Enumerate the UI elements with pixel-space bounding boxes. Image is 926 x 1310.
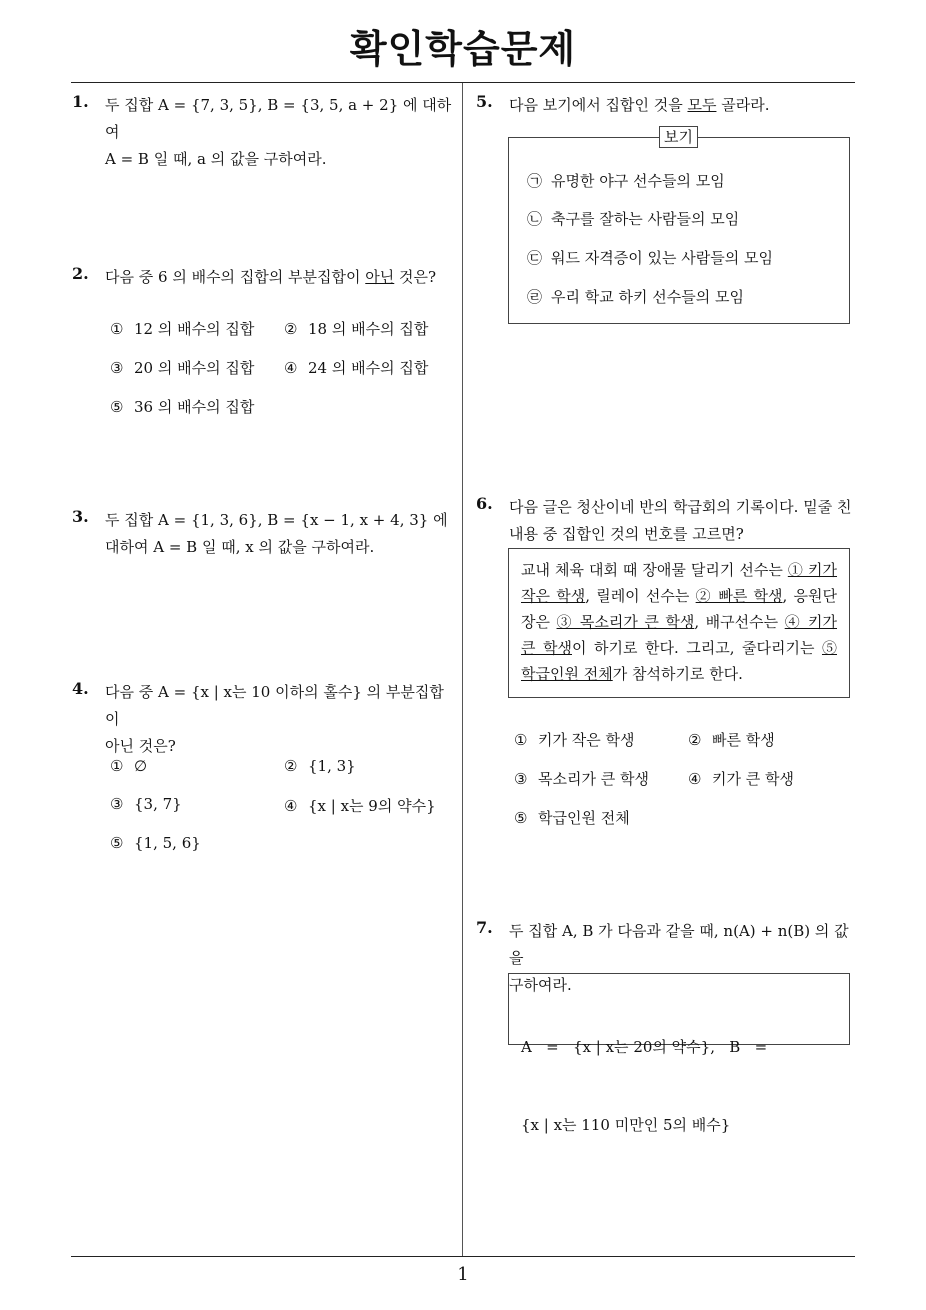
choice-5[interactable]: ⑤ 학급인원 전체 (514, 809, 630, 827)
choice-2[interactable]: ② 빠른 학생 (688, 731, 775, 749)
question-line: 두 집합 A = {1, 3, 6}, B = {x − 1, x + 4, 3} 에 (105, 511, 448, 529)
passage-box (508, 548, 850, 698)
question-line: 구하여라. (509, 976, 572, 994)
question-text-part: 것은? (394, 268, 437, 286)
question-text-part: 골라라. (716, 96, 770, 114)
question-number: 5. (476, 92, 493, 111)
bottom-rule (71, 1256, 855, 1257)
question-4 (72, 679, 457, 869)
set-definition-line: A = {x | x는 20의 약수}, B = (521, 1038, 768, 1056)
question-text (105, 679, 457, 760)
choice-4[interactable]: ④ 24 의 배수의 집합 (284, 359, 429, 377)
underlined-phrase: ② 빠른 학생 (695, 587, 783, 605)
question-text (105, 92, 457, 173)
question-line: 내용 중 집합인 것의 번호를 고르면? (509, 525, 744, 543)
choice-3[interactable]: ③ 목소리가 큰 학생 (514, 770, 649, 788)
question-line: 다음 중 A = {x | x는 10 이하의 홀수} 의 부분집합이 (105, 683, 444, 728)
underlined-phrase: ③ 목소리가 큰 학생 (556, 613, 695, 631)
example-item: ㉠ 유명한 야구 선수들의 모임 (527, 172, 725, 190)
question-number: 3. (72, 507, 89, 526)
example-box-label: 보기 (659, 126, 698, 148)
question-5 (476, 92, 861, 327)
question-line: 두 집합 A, B 가 다음과 같을 때, n(A) + n(B) 의 값을 (509, 922, 849, 967)
passage-text: 교내 체육 대회 때 장애물 달리기 선수는 ① 키가 작은 학생, 릴레이 선수는 ② 빠른 학생, 응원단장은 ③ 목소리가 큰 학생, 배구선수는 ④ 키가 큰 학생이 하기로 한다. 그리고, 줄다리기는 ⑤ 학급인원 전체가 참석하기로 한다. (521, 561, 838, 683)
choice-2[interactable]: ② {1, 3} (284, 757, 356, 775)
question-line: A = B 일 때, a 의 값을 구하여라. (105, 150, 327, 168)
underlined-word: 모두 (687, 96, 717, 114)
choice-1[interactable]: ① 12 의 배수의 집합 (110, 320, 255, 338)
example-box (508, 128, 850, 324)
set-definition-box (508, 973, 850, 1134)
question-text (105, 507, 448, 561)
underlined-phrase: ⑤ 학급인원 전체 (521, 639, 837, 683)
column-divider (462, 83, 463, 1256)
question-text-part: 다음 중 6 의 배수의 집합의 부분집합이 (105, 268, 366, 286)
choice-3[interactable]: ③ {3, 7} (110, 795, 182, 813)
question-6 (476, 494, 861, 834)
choice-4[interactable]: ④ {x | x는 9의 약수} (284, 797, 436, 815)
choice-1[interactable]: ① 키가 작은 학생 (514, 731, 635, 749)
question-text (509, 92, 769, 119)
question-number: 4. (72, 679, 89, 698)
set-definition-text (521, 982, 837, 1190)
question-number: 2. (72, 264, 89, 283)
question-text-part: 다음 보기에서 집합인 것을 (509, 96, 688, 114)
question-text (105, 264, 436, 291)
choice-5[interactable]: ⑤ 36 의 배수의 집합 (110, 398, 255, 416)
set-definition-line: {x | x는 110 미만인 5의 배수} (521, 1116, 731, 1134)
choice-5[interactable]: ⑤ {1, 5, 6} (110, 834, 201, 852)
underlined-phrase: ① 키가 작은 학생 (521, 561, 838, 605)
example-item: ㉣ 우리 학교 하키 선수들의 모임 (527, 288, 744, 306)
underlined-phrase: ④ 키가 큰 학생 (521, 613, 837, 657)
question-number: 6. (476, 494, 493, 513)
question-text (509, 494, 851, 548)
choice-2[interactable]: ② 18 의 배수의 집합 (284, 320, 429, 338)
question-number: 1. (72, 92, 89, 111)
question-line: 대하여 A = B 일 때, x 의 값을 구하여라. (105, 538, 375, 556)
page-title: 확인학습문제 (349, 27, 577, 71)
question-7 (476, 918, 861, 1134)
page-number: 1 (457, 1264, 469, 1285)
question-line: 아닌 것은? (105, 737, 176, 755)
question-number: 7. (476, 918, 493, 937)
question-line: 다음 글은 청산이네 반의 학급회의 기록이다. 밑줄 친 (509, 498, 852, 516)
choice-3[interactable]: ③ 20 의 배수의 집합 (110, 359, 255, 377)
top-rule (71, 82, 855, 83)
choice-4[interactable]: ④ 키가 큰 학생 (688, 770, 794, 788)
underlined-word: 아닌 (365, 268, 395, 286)
example-item: ㉡ 축구를 잘하는 사람들의 모임 (527, 210, 740, 228)
question-line: 두 집합 A = {7, 3, 5}, B = {3, 5, a + 2} 에 대하여 (105, 96, 452, 141)
example-item: ㉢ 워드 자격증이 있는 사람들의 모임 (527, 249, 773, 267)
choice-1[interactable]: ① ∅ (110, 757, 148, 775)
question-2 (72, 264, 457, 424)
